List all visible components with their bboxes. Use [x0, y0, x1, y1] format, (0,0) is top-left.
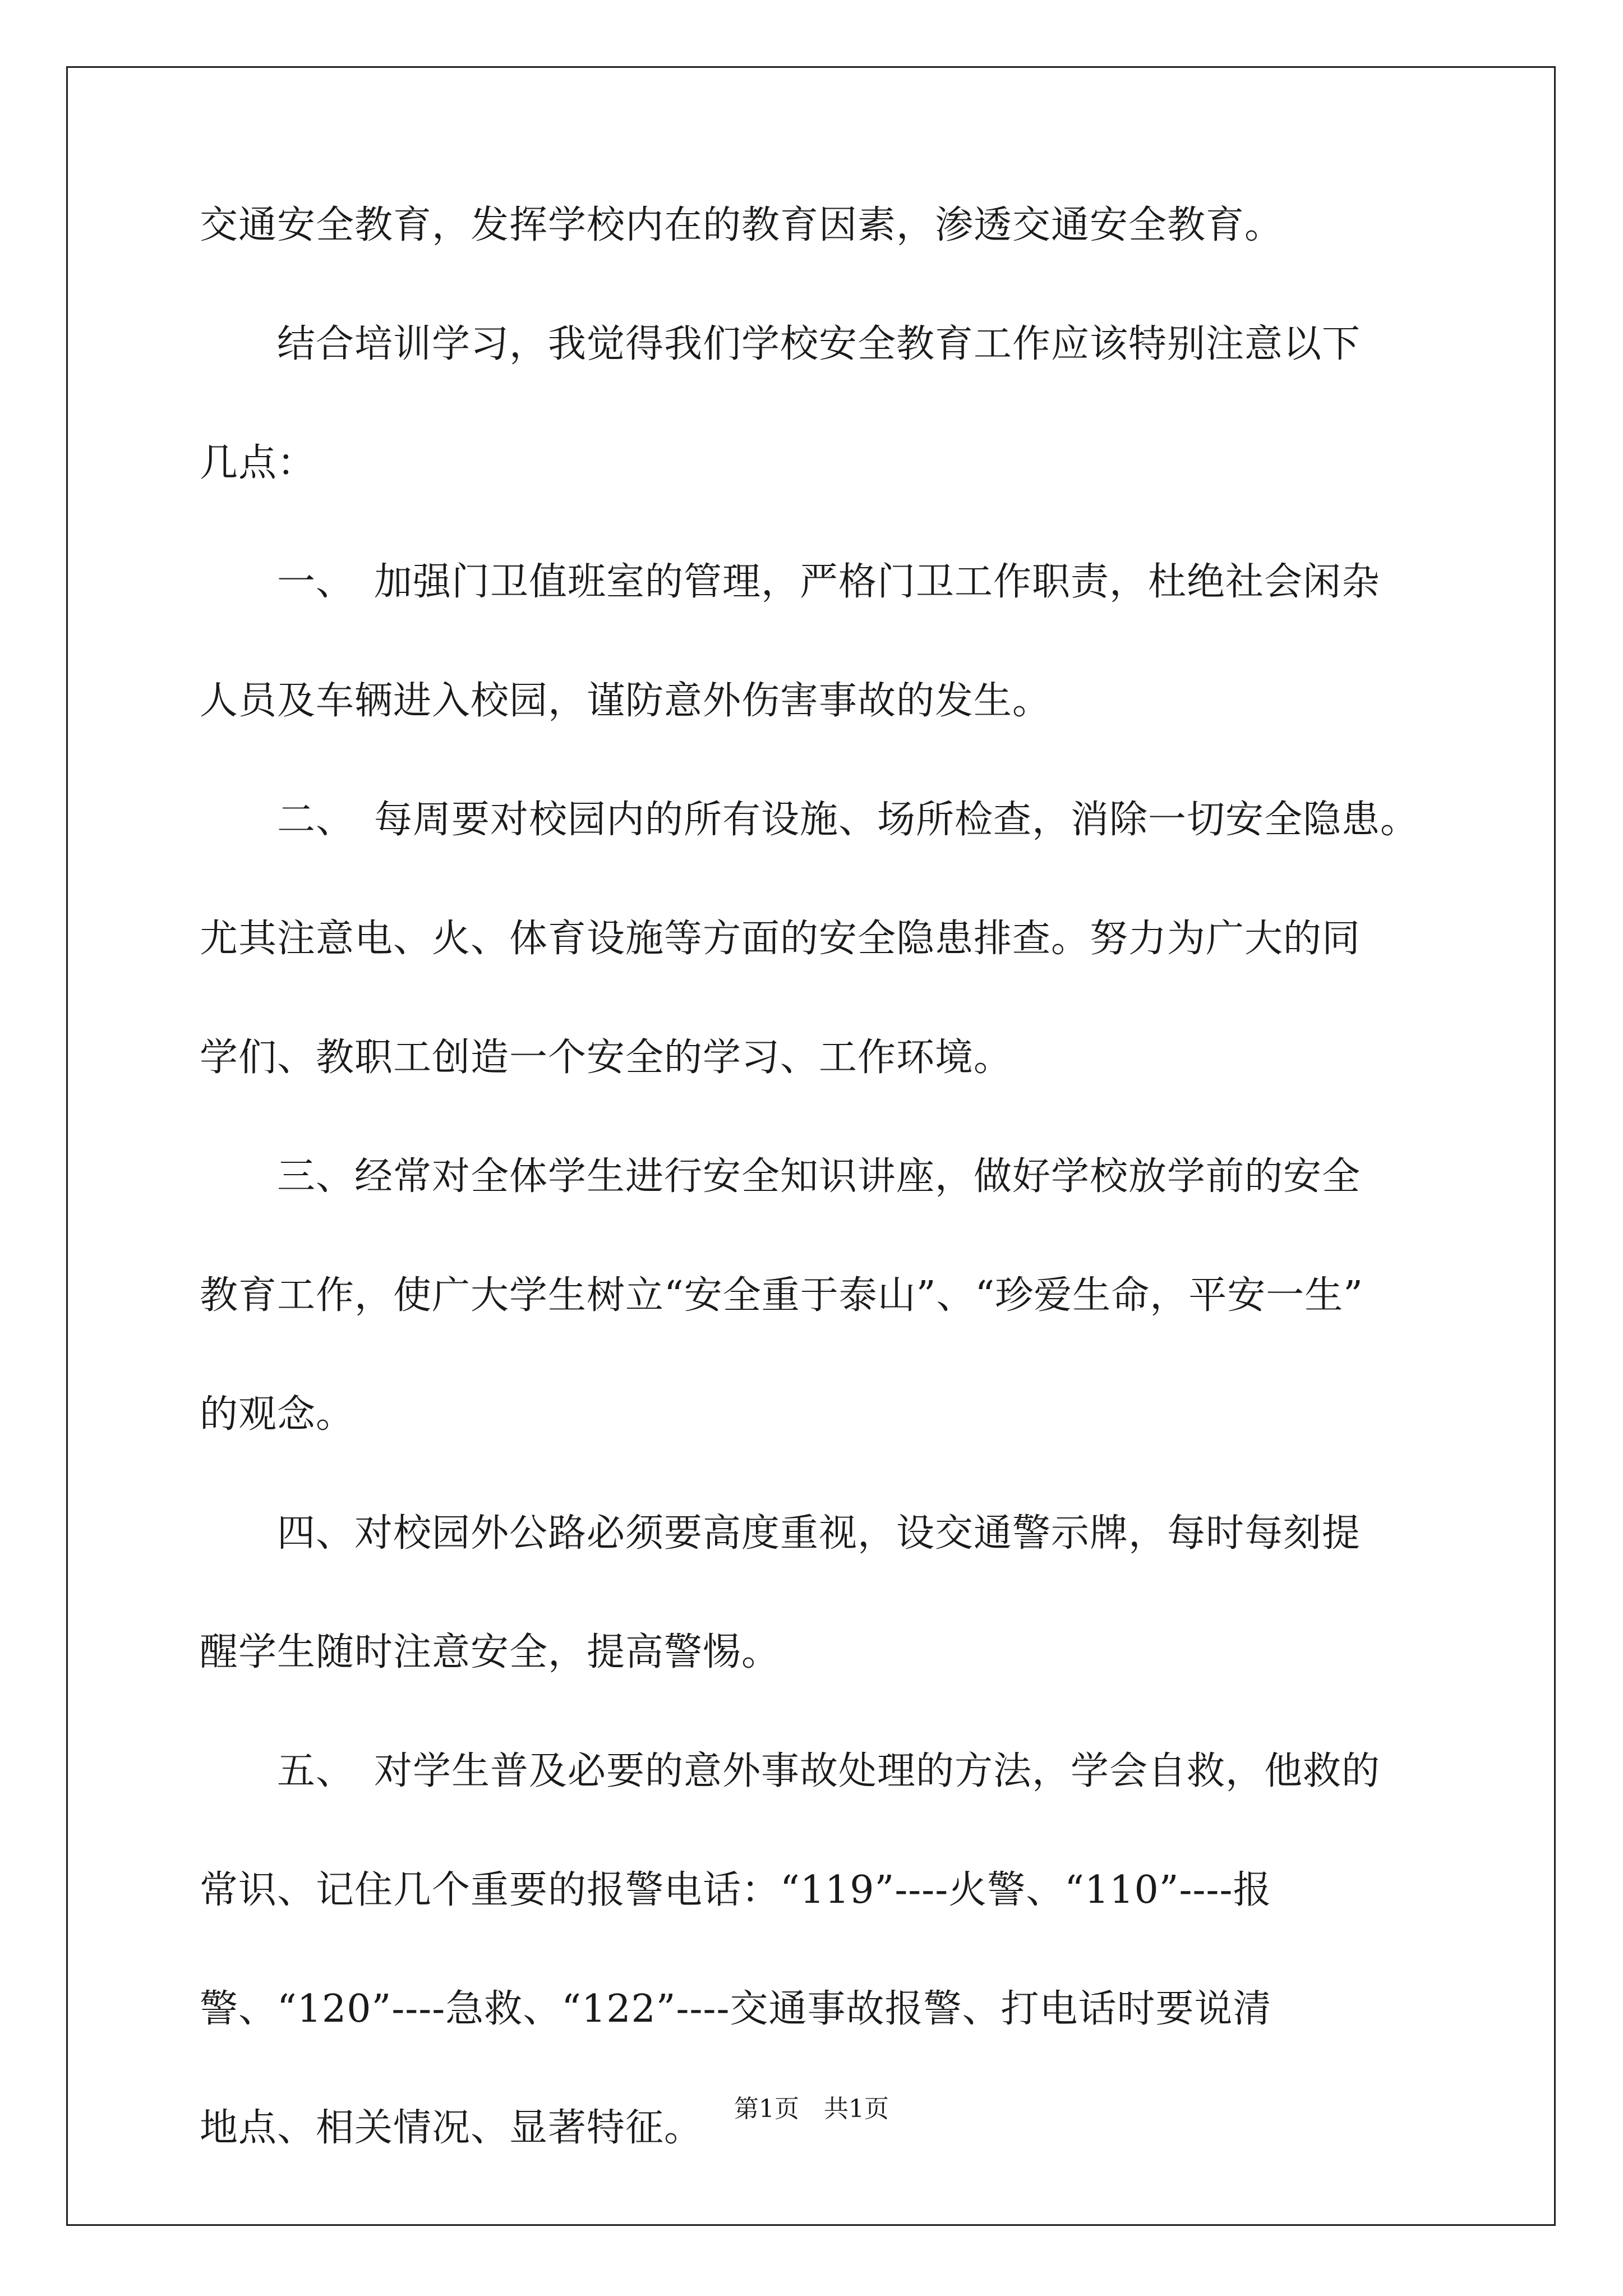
- paragraph-line: 三、经常对全体学生进行安全知识讲座，做好学校放学前的安全: [200, 1154, 1361, 1199]
- paragraph-line: 醒学生随时注意安全，提高警惕。: [200, 1630, 781, 1674]
- paragraph-line: 交通安全教育，发挥学校内在的教育因素，渗透交通安全教育。: [200, 203, 1284, 247]
- paragraph-line: 人员及车辆进入校园，谨防意外伤害事故的发生。: [200, 679, 1052, 723]
- paragraph-line: 尤其注意电、火、体育设施等方面的安全隐患排查。努力为广大的同: [200, 917, 1361, 961]
- paragraph-line: 几点：: [200, 441, 316, 485]
- paragraph-line: 学们、教职工创造一个安全的学习、工作环境。: [200, 1036, 1013, 1080]
- paragraph-line: 教育工作，使广大学生树立“安全重于泰山”、“珍爱生命，平安一生”: [200, 1273, 1364, 1318]
- paragraph-line: 的观念。: [200, 1392, 355, 1437]
- paragraph-line: 一、 加强门卫值班室的管理，严格门卫工作职责，杜绝社会闲杂: [200, 560, 1381, 604]
- paragraph-line: 地点、相关情况、显著特征。: [200, 2106, 703, 2150]
- paragraph-line: 常识、记住几个重要的报警电话：“119”----火警、“110”----报: [200, 1868, 1272, 1912]
- paragraph-line: 五、 对学生普及必要的意外事故处理的方法，学会自救，他救的: [200, 1749, 1381, 1793]
- page-number-footer: 第1页 共1页: [734, 2095, 889, 2123]
- paragraph-line: 警、“120”----急救、“122”----交通事故报警、打电话时要说清: [200, 1987, 1272, 2031]
- paragraph-line: 四、对校园外公路必须要高度重视，设交通警示牌，每时每刻提: [200, 1511, 1361, 1556]
- paragraph-line: 二、 每周要对校园内的所有设施、场所检查，消除一切安全隐患。: [200, 798, 1419, 842]
- paragraph-line: 结合培训学习，我觉得我们学校安全教育工作应该特别注意以下: [200, 322, 1361, 366]
